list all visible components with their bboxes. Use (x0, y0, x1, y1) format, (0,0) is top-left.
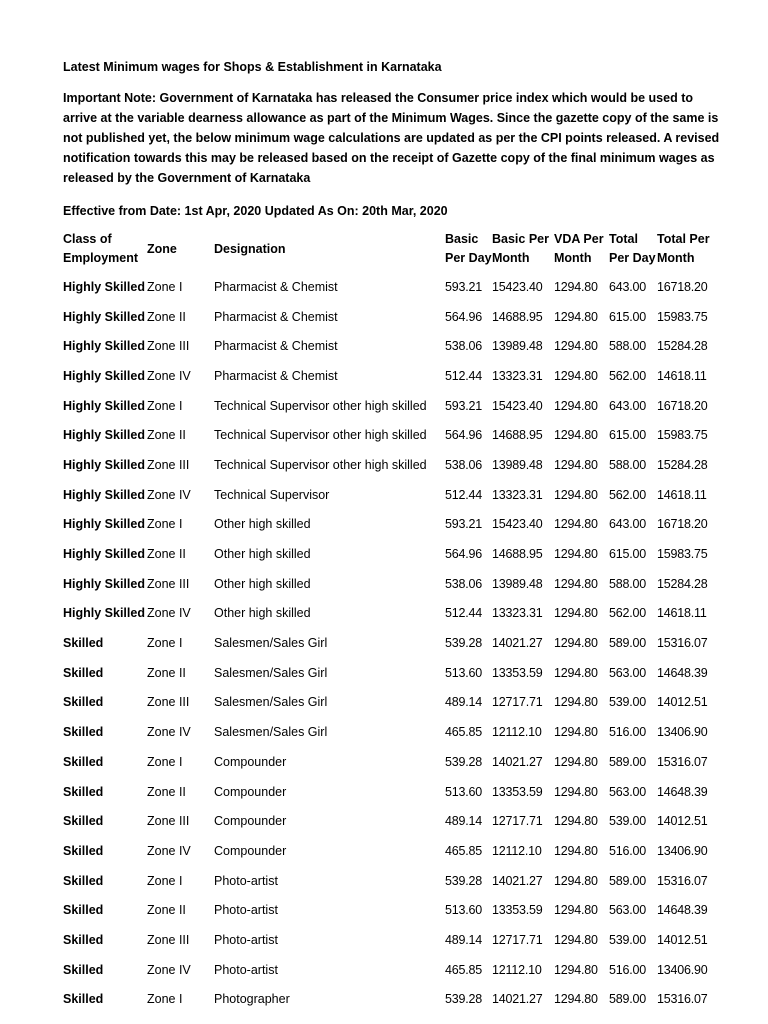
designation-cell: Compounder (214, 784, 287, 799)
vda-per-month-cell: 1294.80 (554, 932, 598, 947)
designation-cell: Compounder (214, 754, 287, 769)
basic-per-month-cell: 12112.10 (492, 962, 542, 977)
table-header-row (63, 230, 723, 272)
total-per-day-cell: 589.00 (609, 754, 647, 769)
table-body (63, 272, 723, 1014)
total-per-month-cell: 14012.51 (657, 932, 708, 947)
table-row (63, 688, 723, 718)
table-row (63, 895, 723, 925)
zone-cell: Zone I (147, 398, 183, 413)
vda-per-month-cell: 1294.80 (554, 962, 598, 977)
designation-cell: Salesmen/Sales Girl (214, 665, 328, 680)
total-per-month-cell: 15316.07 (657, 992, 708, 1007)
class-of-employment-cell: Skilled (63, 636, 104, 651)
table-row (63, 985, 723, 1015)
total-per-day-cell: 615.00 (609, 428, 647, 443)
class-of-employment-cell: Highly Skilled (63, 547, 145, 562)
basic-per-day-cell: 593.21 (445, 398, 483, 413)
basic-per-day-cell: 512.44 (445, 606, 483, 621)
zone-cell: Zone III (147, 576, 190, 591)
header-total-per-month: Total Per Month (657, 232, 710, 265)
total-per-day-cell: 516.00 (609, 843, 647, 858)
class-of-employment-cell: Highly Skilled (63, 279, 145, 294)
zone-cell: Zone III (147, 695, 190, 710)
total-per-day-cell: 588.00 (609, 339, 647, 354)
designation-cell: Other high skilled (214, 547, 311, 562)
class-of-employment-cell: Skilled (63, 695, 104, 710)
total-per-month-cell: 15983.75 (657, 547, 708, 562)
vda-per-month-cell: 1294.80 (554, 339, 598, 354)
zone-cell: Zone I (147, 992, 183, 1007)
basic-per-month-cell: 13353.59 (492, 784, 543, 799)
vda-per-month-cell: 1294.80 (554, 309, 598, 324)
table-row (63, 658, 723, 688)
class-of-employment-cell: Highly Skilled (63, 309, 145, 324)
basic-per-month-cell: 15423.40 (492, 517, 543, 532)
designation-cell: Pharmacist & Chemist (214, 309, 338, 324)
total-per-month-cell: 14012.51 (657, 695, 708, 710)
class-of-employment-cell: Skilled (63, 814, 104, 829)
class-of-employment-cell: Highly Skilled (63, 517, 145, 532)
total-per-month-cell: 14648.39 (657, 665, 708, 680)
vda-per-month-cell: 1294.80 (554, 903, 598, 918)
total-per-month-cell: 13406.90 (657, 962, 708, 977)
basic-per-day-cell: 513.60 (445, 665, 483, 680)
designation-cell: Salesmen/Sales Girl (214, 695, 328, 710)
total-per-month-cell: 15284.28 (657, 576, 708, 591)
header-zone: Zone (147, 241, 177, 256)
basic-per-month-cell: 14688.95 (492, 547, 543, 562)
basic-per-day-cell: 513.60 (445, 784, 483, 799)
total-per-day-cell: 562.00 (609, 368, 647, 383)
table-row (63, 836, 723, 866)
table-row (63, 272, 723, 302)
class-of-employment-cell: Highly Skilled (63, 428, 145, 443)
total-per-month-cell: 15284.28 (657, 339, 708, 354)
basic-per-month-cell: 15423.40 (492, 398, 543, 413)
basic-per-month-cell: 12717.71 (492, 814, 543, 829)
basic-per-month-cell: 12112.10 (492, 725, 542, 740)
document-page (63, 58, 723, 1014)
header-class-of-employment: Class of Employment (63, 232, 139, 265)
vda-per-month-cell: 1294.80 (554, 457, 598, 472)
vda-per-month-cell: 1294.80 (554, 398, 598, 413)
vda-per-month-cell: 1294.80 (554, 814, 598, 829)
basic-per-month-cell: 14021.27 (492, 754, 543, 769)
class-of-employment-cell: Skilled (63, 992, 104, 1007)
basic-per-day-cell: 539.28 (445, 992, 483, 1007)
vda-per-month-cell: 1294.80 (554, 368, 598, 383)
table-row (63, 955, 723, 985)
zone-cell: Zone III (147, 932, 190, 947)
basic-per-day-cell: 465.85 (445, 843, 483, 858)
zone-cell: Zone II (147, 428, 186, 443)
header-vda-per-month: VDA Per Month (554, 232, 604, 265)
basic-per-month-cell: 14688.95 (492, 309, 543, 324)
basic-per-month-cell: 14021.27 (492, 992, 543, 1007)
basic-per-month-cell: 14021.27 (492, 873, 543, 888)
basic-per-day-cell: 538.06 (445, 457, 483, 472)
zone-cell: Zone IV (147, 606, 191, 621)
table-row (63, 569, 723, 599)
basic-per-day-cell: 539.28 (445, 873, 483, 888)
designation-cell: Technical Supervisor other high skilled (214, 457, 427, 472)
zone-cell: Zone III (147, 457, 190, 472)
class-of-employment-cell: Highly Skilled (63, 339, 145, 354)
basic-per-month-cell: 12717.71 (492, 695, 543, 710)
total-per-day-cell: 588.00 (609, 457, 647, 472)
designation-cell: Pharmacist & Chemist (214, 339, 338, 354)
basic-per-day-cell: 539.28 (445, 636, 483, 651)
vda-per-month-cell: 1294.80 (554, 606, 598, 621)
total-per-month-cell: 16718.20 (657, 517, 708, 532)
basic-per-day-cell: 512.44 (445, 487, 483, 502)
vda-per-month-cell: 1294.80 (554, 784, 598, 799)
minimum-wages-table (63, 230, 723, 1014)
designation-cell: Other high skilled (214, 576, 311, 591)
basic-per-day-cell: 489.14 (445, 695, 483, 710)
table-row (63, 391, 723, 421)
designation-cell: Salesmen/Sales Girl (214, 725, 328, 740)
vda-per-month-cell: 1294.80 (554, 279, 598, 294)
table-row (63, 480, 723, 510)
zone-cell: Zone I (147, 517, 183, 532)
total-per-month-cell: 13406.90 (657, 725, 708, 740)
class-of-employment-cell: Highly Skilled (63, 457, 145, 472)
vda-per-month-cell: 1294.80 (554, 873, 598, 888)
zone-cell: Zone I (147, 279, 183, 294)
class-of-employment-cell: Skilled (63, 665, 104, 680)
total-per-day-cell: 562.00 (609, 606, 647, 621)
total-per-day-cell: 563.00 (609, 784, 647, 799)
total-per-month-cell: 15983.75 (657, 428, 708, 443)
designation-cell: Photographer (214, 992, 290, 1007)
basic-per-day-cell: 465.85 (445, 962, 483, 977)
total-per-day-cell: 589.00 (609, 992, 647, 1007)
vda-per-month-cell: 1294.80 (554, 725, 598, 740)
total-per-month-cell: 15316.07 (657, 873, 708, 888)
table-row (63, 420, 723, 450)
basic-per-day-cell: 513.60 (445, 903, 483, 918)
table-row (63, 628, 723, 658)
designation-cell: Photo-artist (214, 962, 278, 977)
basic-per-month-cell: 15423.40 (492, 279, 543, 294)
total-per-month-cell: 14618.11 (657, 606, 707, 621)
zone-cell: Zone IV (147, 962, 191, 977)
basic-per-day-cell: 564.96 (445, 428, 483, 443)
total-per-day-cell: 516.00 (609, 725, 647, 740)
designation-cell: Photo-artist (214, 873, 278, 888)
basic-per-day-cell: 539.28 (445, 754, 483, 769)
class-of-employment-cell: Skilled (63, 784, 104, 799)
class-of-employment-cell: Highly Skilled (63, 398, 145, 413)
vda-per-month-cell: 1294.80 (554, 547, 598, 562)
table-row (63, 866, 723, 896)
vda-per-month-cell: 1294.80 (554, 992, 598, 1007)
table-row (63, 717, 723, 747)
basic-per-day-cell: 564.96 (445, 547, 483, 562)
class-of-employment-cell: Skilled (63, 962, 104, 977)
vda-per-month-cell: 1294.80 (554, 487, 598, 502)
basic-per-day-cell: 538.06 (445, 576, 483, 591)
designation-cell: Other high skilled (214, 517, 311, 532)
class-of-employment-cell: Skilled (63, 843, 104, 858)
total-per-month-cell: 15983.75 (657, 309, 708, 324)
table-row (63, 510, 723, 540)
vda-per-month-cell: 1294.80 (554, 754, 598, 769)
zone-cell: Zone II (147, 903, 186, 918)
table-row (63, 599, 723, 629)
total-per-month-cell: 15316.07 (657, 636, 708, 651)
designation-cell: Technical Supervisor other high skilled (214, 398, 427, 413)
class-of-employment-cell: Skilled (63, 903, 104, 918)
table-row (63, 925, 723, 955)
basic-per-month-cell: 14021.27 (492, 636, 543, 651)
total-per-day-cell: 589.00 (609, 636, 647, 651)
basic-per-month-cell: 13353.59 (492, 903, 543, 918)
table-row (63, 302, 723, 332)
designation-cell: Compounder (214, 843, 287, 858)
table-row (63, 747, 723, 777)
zone-cell: Zone I (147, 873, 183, 888)
zone-cell: Zone II (147, 309, 186, 324)
zone-cell: Zone I (147, 754, 183, 769)
total-per-month-cell: 14618.11 (657, 487, 707, 502)
basic-per-month-cell: 13353.59 (492, 665, 543, 680)
total-per-day-cell: 643.00 (609, 279, 647, 294)
basic-per-month-cell: 13989.48 (492, 339, 543, 354)
total-per-day-cell: 563.00 (609, 903, 647, 918)
basic-per-day-cell: 489.14 (445, 814, 483, 829)
vda-per-month-cell: 1294.80 (554, 517, 598, 532)
total-per-month-cell: 15316.07 (657, 754, 708, 769)
total-per-day-cell: 615.00 (609, 547, 647, 562)
zone-cell: Zone IV (147, 843, 191, 858)
basic-per-day-cell: 465.85 (445, 725, 483, 740)
class-of-employment-cell: Highly Skilled (63, 606, 145, 621)
total-per-month-cell: 14012.51 (657, 814, 708, 829)
table-row (63, 361, 723, 391)
class-of-employment-cell: Skilled (63, 754, 104, 769)
basic-per-month-cell: 12717.71 (492, 932, 543, 947)
table-row (63, 450, 723, 480)
vda-per-month-cell: 1294.80 (554, 636, 598, 651)
class-of-employment-cell: Skilled (63, 725, 104, 740)
total-per-month-cell: 16718.20 (657, 398, 708, 413)
total-per-month-cell: 13406.90 (657, 843, 708, 858)
vda-per-month-cell: 1294.80 (554, 576, 598, 591)
class-of-employment-cell: Highly Skilled (63, 487, 145, 502)
designation-cell: Compounder (214, 814, 287, 829)
basic-per-month-cell: 12112.10 (492, 843, 542, 858)
total-per-month-cell: 14648.39 (657, 903, 708, 918)
basic-per-day-cell: 489.14 (445, 932, 483, 947)
class-of-employment-cell: Skilled (63, 873, 104, 888)
basic-per-day-cell: 593.21 (445, 279, 483, 294)
zone-cell: Zone II (147, 665, 186, 680)
zone-cell: Zone IV (147, 725, 191, 740)
total-per-day-cell: 615.00 (609, 309, 647, 324)
zone-cell: Zone IV (147, 368, 191, 383)
designation-cell: Technical Supervisor (214, 487, 330, 502)
class-of-employment-cell: Skilled (63, 932, 104, 947)
table-row (63, 777, 723, 807)
zone-cell: Zone III (147, 814, 190, 829)
total-per-day-cell: 539.00 (609, 814, 647, 829)
total-per-day-cell: 588.00 (609, 576, 647, 591)
designation-cell: Photo-artist (214, 932, 278, 947)
header-basic-per-month: Basic Per Month (492, 232, 549, 265)
total-per-day-cell: 539.00 (609, 695, 647, 710)
designation-cell: Other high skilled (214, 606, 311, 621)
basic-per-month-cell: 13989.48 (492, 576, 543, 591)
total-per-month-cell: 14648.39 (657, 784, 708, 799)
total-per-day-cell: 563.00 (609, 665, 647, 680)
header-designation: Designation (214, 241, 286, 256)
important-note: Important Note: Government of Karnataka has released the Consumer price index which would be used to arrive at the variable dearness allowance as part of the Minimum Wages. Since the gazette copy of the same is not published yet, the below minimum wage calculations are updated as per the CPI points released. A revised notification towards this may be released based on the receipt of Gazette copy of the final minimum wages as released by the Government of Karnataka (63, 91, 720, 185)
total-per-day-cell: 643.00 (609, 517, 647, 532)
total-per-month-cell: 16718.20 (657, 279, 708, 294)
basic-per-day-cell: 564.96 (445, 309, 483, 324)
total-per-month-cell: 15284.28 (657, 457, 708, 472)
designation-cell: Pharmacist & Chemist (214, 279, 338, 294)
basic-per-month-cell: 13323.31 (492, 368, 543, 383)
basic-per-month-cell: 13989.48 (492, 457, 543, 472)
header-basic-per-day: Basic Per Day (445, 232, 492, 265)
designation-cell: Technical Supervisor other high skilled (214, 428, 427, 443)
basic-per-month-cell: 13323.31 (492, 487, 543, 502)
table-row (63, 806, 723, 836)
zone-cell: Zone II (147, 784, 186, 799)
document-title: Latest Minimum wages for Shops & Establishment in Karnataka (63, 60, 442, 74)
total-per-day-cell: 516.00 (609, 962, 647, 977)
vda-per-month-cell: 1294.80 (554, 665, 598, 680)
table-row (63, 539, 723, 569)
vda-per-month-cell: 1294.80 (554, 428, 598, 443)
zone-cell: Zone I (147, 636, 183, 651)
zone-cell: Zone III (147, 339, 190, 354)
basic-per-day-cell: 512.44 (445, 368, 483, 383)
total-per-day-cell: 589.00 (609, 873, 647, 888)
table-row (63, 331, 723, 361)
zone-cell: Zone II (147, 547, 186, 562)
class-of-employment-cell: Highly Skilled (63, 576, 145, 591)
designation-cell: Salesmen/Sales Girl (214, 636, 328, 651)
vda-per-month-cell: 1294.80 (554, 843, 598, 858)
total-per-day-cell: 643.00 (609, 398, 647, 413)
designation-cell: Pharmacist & Chemist (214, 368, 338, 383)
effective-date: Effective from Date: 1st Apr, 2020 Updated As On: 20th Mar, 2020 (63, 204, 448, 218)
basic-per-day-cell: 538.06 (445, 339, 483, 354)
vda-per-month-cell: 1294.80 (554, 695, 598, 710)
total-per-month-cell: 14618.11 (657, 368, 707, 383)
basic-per-month-cell: 14688.95 (492, 428, 543, 443)
basic-per-month-cell: 13323.31 (492, 606, 543, 621)
basic-per-day-cell: 593.21 (445, 517, 483, 532)
zone-cell: Zone IV (147, 487, 191, 502)
total-per-day-cell: 562.00 (609, 487, 647, 502)
class-of-employment-cell: Highly Skilled (63, 368, 145, 383)
total-per-day-cell: 539.00 (609, 932, 647, 947)
designation-cell: Photo-artist (214, 903, 278, 918)
header-total-per-day: Total Per Day (609, 232, 656, 265)
